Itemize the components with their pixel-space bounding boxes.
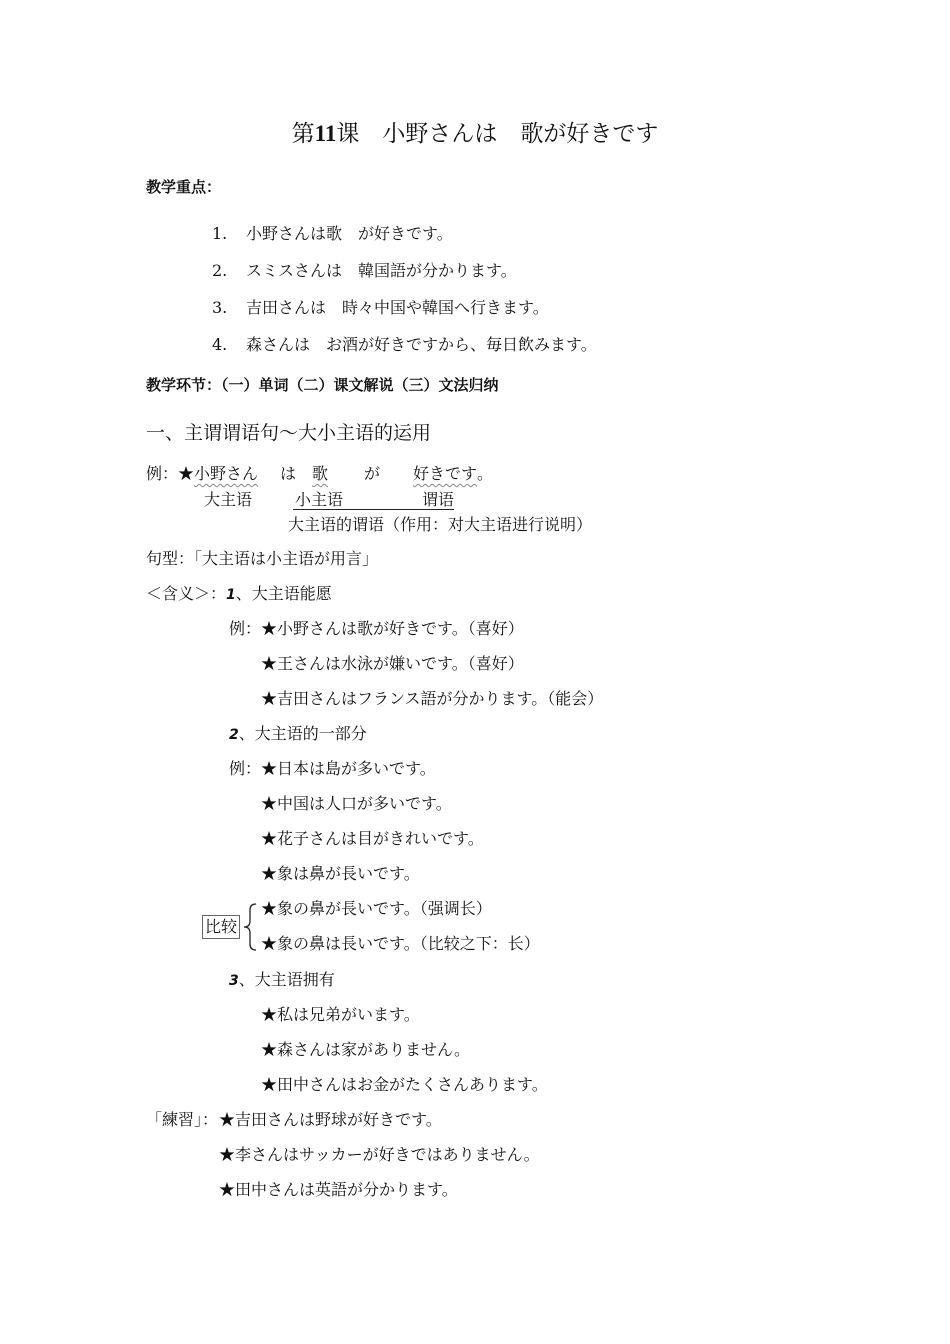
meaning-2 <box>229 724 367 745</box>
big-predicate-underline <box>293 509 454 510</box>
curly-brace-icon <box>242 902 258 952</box>
label-big-predicate: 大主语的谓语（作用：对大主语进行说明） <box>288 515 593 534</box>
example-period: 。 <box>477 464 494 483</box>
example-sentence: ★私は兄弟がいます。 <box>261 1005 420 1024</box>
key-point-text: 小野さんは歌 が好きです。 <box>246 224 453 243</box>
teaching-steps: 教学环节：（一）单词（二）课文解说（三）文法归纳 <box>146 376 499 394</box>
example-label: 例：★ <box>146 464 195 483</box>
example-particle-ga: が <box>364 464 381 483</box>
practice-sentence: ★李さんはサッカーが好きではありません。 <box>219 1145 540 1164</box>
compare-sentence: ★象の鼻は長いです。（比较之下：长） <box>261 934 540 953</box>
example-word-big-subject: 小野さん <box>194 464 259 483</box>
example-sentence: 例：★日本は島が多いです。 <box>229 759 436 778</box>
section-heading: 一、主谓谓语句～大小主语的运用 <box>146 422 432 444</box>
label-small-subject: 小主语 <box>295 490 344 509</box>
key-point-num: 4. <box>212 335 228 354</box>
page-title <box>0 120 950 148</box>
key-point-text: 森さんは お酒が好きですから、毎日飲みます。 <box>246 335 597 354</box>
title-number: 11 <box>314 121 337 146</box>
meaning-label: ＜含义＞： <box>146 584 227 603</box>
meaning-1-title: 、大主语能愿 <box>235 584 332 603</box>
example-sentence: ★中国は人口が多いです。 <box>261 794 452 813</box>
sentence-pattern: 句型：「大主语は小主语が用言」 <box>146 549 379 568</box>
key-point-text: 吉田さんは 時々中国や韓国へ行きます。 <box>246 298 549 317</box>
example-word-predicate: 好きです <box>413 464 478 483</box>
meaning-1 <box>146 584 332 605</box>
compare-label: 比较 <box>202 915 240 939</box>
example-sentence: ★王さんは水泳が嫌いです。（喜好） <box>261 654 524 673</box>
example-sentence: ★象は鼻が長いです。 <box>261 864 420 883</box>
meaning-2-num: 2 <box>229 727 239 743</box>
practice-label: 「練習」： <box>146 1110 219 1129</box>
example-particle-wa: は <box>280 464 297 483</box>
key-points-heading: 教学重点： <box>146 178 222 196</box>
key-point-num: 3. <box>212 298 228 317</box>
key-point-item <box>212 261 517 281</box>
compare-sentence: ★象の鼻が長いです。（强调长） <box>261 899 492 918</box>
example-sentence: 例：★小野さんは歌が好きです。（喜好） <box>229 619 524 638</box>
example-sentence: ★田中さんはお金がたくさんあります。 <box>261 1075 548 1094</box>
key-point-num: 1. <box>212 224 228 243</box>
meaning-3 <box>229 970 335 991</box>
key-point-item <box>212 224 453 244</box>
title-suffix: 课 小野さんは 歌が好きです <box>336 121 659 147</box>
practice-sentence: ★吉田さんは野球が好きです。 <box>219 1110 442 1129</box>
meaning-2-title: 、大主语的一部分 <box>238 724 367 743</box>
label-predicate: 谓语 <box>422 490 455 509</box>
example-word-small-subject: 歌 <box>312 464 329 483</box>
key-point-num: 2. <box>212 261 228 280</box>
key-point-item <box>212 335 597 355</box>
key-point-text: スミスさんは 韓国語が分かります。 <box>246 261 517 280</box>
label-big-subject: 大主语 <box>204 490 253 509</box>
practice-sentence: ★田中さんは英語が分かります。 <box>219 1180 458 1199</box>
example-sentence: ★吉田さんはフランス語が分かります。（能会） <box>261 689 604 708</box>
example-sentence: ★森さんは家がありません。 <box>261 1040 470 1059</box>
meaning-3-num: 3 <box>229 973 239 989</box>
title-prefix: 第 <box>291 121 315 147</box>
key-point-item <box>212 298 549 318</box>
example-sentence: ★花子さんは目がきれいです。 <box>261 829 484 848</box>
meaning-3-title: 、大主语拥有 <box>238 970 335 989</box>
meaning-1-num: 1 <box>226 587 236 603</box>
